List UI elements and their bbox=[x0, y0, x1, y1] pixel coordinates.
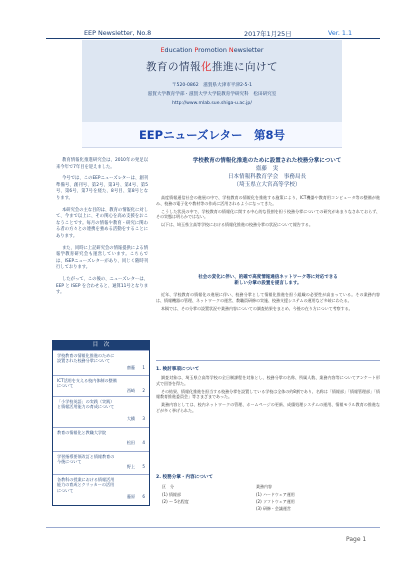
author-affiliation: 日本情報科教育学会 事務局長 bbox=[227, 174, 307, 180]
article-body-3: 調査対象は、埼玉県立高等学校の全日制課程を対象とし、校務分掌の名称、所属人数、業務内容等についてアンケート形式で回答を得た。 その結果、情報化推進を担当する校務分掌を設置している学校は全体の約8割であり、名称は「情報部」「情報管理部」「情報教育推進委員会」等さまざまであった。 業務内容としては、校内ネットワークの管理、ホームページの更新、成績処理システムの運用、情報モラル教育の推進などが多く挙げられた。 bbox=[156, 375, 380, 413]
toc-row[interactable] bbox=[53, 451, 149, 475]
toc-row[interactable] bbox=[53, 375, 149, 397]
toc-page: 4 bbox=[142, 440, 145, 445]
article-callout: 社会の変化に伴い、的確で高度情報通信ネットワーク等に対応できる 新しい分掌の設置を提言します。 bbox=[198, 275, 338, 287]
masthead-banner bbox=[82, 40, 342, 122]
author-school: （埼玉県立大宮高等学校） bbox=[233, 182, 301, 188]
toc-page: 6 bbox=[142, 494, 145, 499]
toc-page: 5 bbox=[142, 464, 145, 469]
toc-title: 「小学校英語」の実践（実践）と情報活用能力の育成について bbox=[57, 399, 115, 410]
masthead-subtitle: Education Promotion Newsletter bbox=[160, 46, 264, 54]
toc-title: 教育の情報化と教職大学院 bbox=[57, 430, 107, 435]
issue-title: EEPニューズレター 第8号 bbox=[138, 128, 286, 142]
toc-page: 1 bbox=[142, 365, 145, 370]
toc-row[interactable] bbox=[53, 474, 149, 505]
toc-author: 齋藤 bbox=[126, 365, 135, 370]
toc-title: 学校教育の情報化推進のために設置された校務分掌について bbox=[57, 353, 115, 364]
toc-page: 3 bbox=[142, 416, 145, 421]
footer-divider bbox=[46, 527, 380, 528]
toc-row[interactable] bbox=[53, 427, 149, 452]
newsletter-label: EEP Newsletter, No.8 bbox=[84, 29, 152, 37]
header-divider bbox=[46, 38, 380, 39]
intro-paragraph: また、同時に上記研究会の情報提供による情報学教育研究会も運営しています。こちらでは、ISEPニューズレターがあり、同じく随時刊行しております。 bbox=[56, 245, 148, 271]
article-body-2: 近年、学校教育の情報化の進展に伴い、校務分掌として情報化推進を担う組織の必要性が高まっている。その業務内容は、情報機器の管理、ネットワークの運営、教職員研修の実施、校務支援システムの運用など多岐にわたる。 本稿では、その分掌の設置状況や業務内容についての調査結果をまとめ、今後の在り方について考察する。 bbox=[156, 292, 380, 311]
author-name: 齋藤 実 bbox=[255, 166, 279, 172]
toc-row[interactable] bbox=[53, 350, 149, 376]
article-body: 高度情報通信社会の進展の中で、学校教育の情報化を推進する施策により、ICT機器や教育用コンピュータ等の整備が進み、校務の電子化や教材等の作成に活用されるようになってきた。 こうした状況の中で、学校教育の情報化に関する中心的な役割を担う校務分掌についての研究があまりなされておらず、その実態は明らかではない。 以下は、埼玉県立高等学校における情報化推進の校務分掌の状況について報告する。 bbox=[156, 195, 380, 228]
intro-paragraph: 本研究会の主な目的は、教育の情報化に対して、今まで以上に、その関心を高め支援をおこなうことです。毎月の情報や教育・研究に関わる者の方々との連携を強める活動をすることにあります。 bbox=[56, 207, 148, 239]
intro-paragraph: 教育情報化推進研究会は、2010年の発足以来今年で7年目を迎えました。 bbox=[56, 158, 148, 170]
section-heading-2: 2. 校務分掌・内容について bbox=[156, 475, 213, 480]
masthead-title: 教育の情報化推進に向けて bbox=[146, 61, 278, 73]
toc-author: 大橋 bbox=[126, 416, 135, 421]
toc-author: 松田 bbox=[126, 440, 135, 445]
toc-page: 2 bbox=[142, 388, 145, 393]
toc-title: 学習指導要領改訂と情報教育の今後について bbox=[57, 454, 115, 465]
article-title: 学校教育の情報化推進のために設置された校務分掌について bbox=[192, 158, 342, 164]
toc-author: 野上 bbox=[126, 464, 135, 469]
issue-title-bar bbox=[82, 122, 342, 148]
toc-title: 各教科の授業における情報活用能力の育成とクリッカーの活用について bbox=[57, 477, 115, 493]
intro-paragraph: 今号では、このEEPニューズレターは、創刊準備号、創刊号、第2号、第3号、第4号、第5号、第6号、第7号を経た、8号目、第8号となります。 bbox=[56, 176, 148, 201]
intro-paragraph: したがって、この後の、ニューズレターは、EEP と ISEP を合わせると、通算11号となります。 bbox=[56, 276, 148, 296]
article-author bbox=[150, 165, 384, 189]
toc-heading: 目 次 bbox=[53, 341, 149, 350]
masthead-lab: 滋賀大学教育学部・滋賀大学大学院教育学研究科 松田研究室 bbox=[147, 92, 277, 97]
newsletter-header bbox=[46, 26, 380, 38]
section-heading-1: 1. 検討事項について bbox=[156, 367, 200, 372]
issue-date: 2017年1月25日 bbox=[244, 30, 292, 38]
version-label: Ver. 1.1 bbox=[328, 29, 353, 37]
section-divider bbox=[156, 360, 380, 361]
toc-row[interactable] bbox=[53, 396, 149, 428]
toc-title: ICT活用を支える校内体制の整備について bbox=[57, 378, 117, 389]
intro-column bbox=[56, 158, 148, 302]
toc-author: 藤原 bbox=[126, 494, 135, 499]
masthead-address: 〒520-0862 滋賀県大津市平津2-5-1 bbox=[171, 83, 253, 88]
toc-author: 西崎 bbox=[126, 388, 135, 393]
page-number: Page 1 bbox=[346, 536, 367, 543]
table-of-contents bbox=[52, 340, 150, 506]
masthead-url[interactable]: http://www.mlab.sue.shiga-u.ac.jp/ bbox=[172, 101, 252, 106]
